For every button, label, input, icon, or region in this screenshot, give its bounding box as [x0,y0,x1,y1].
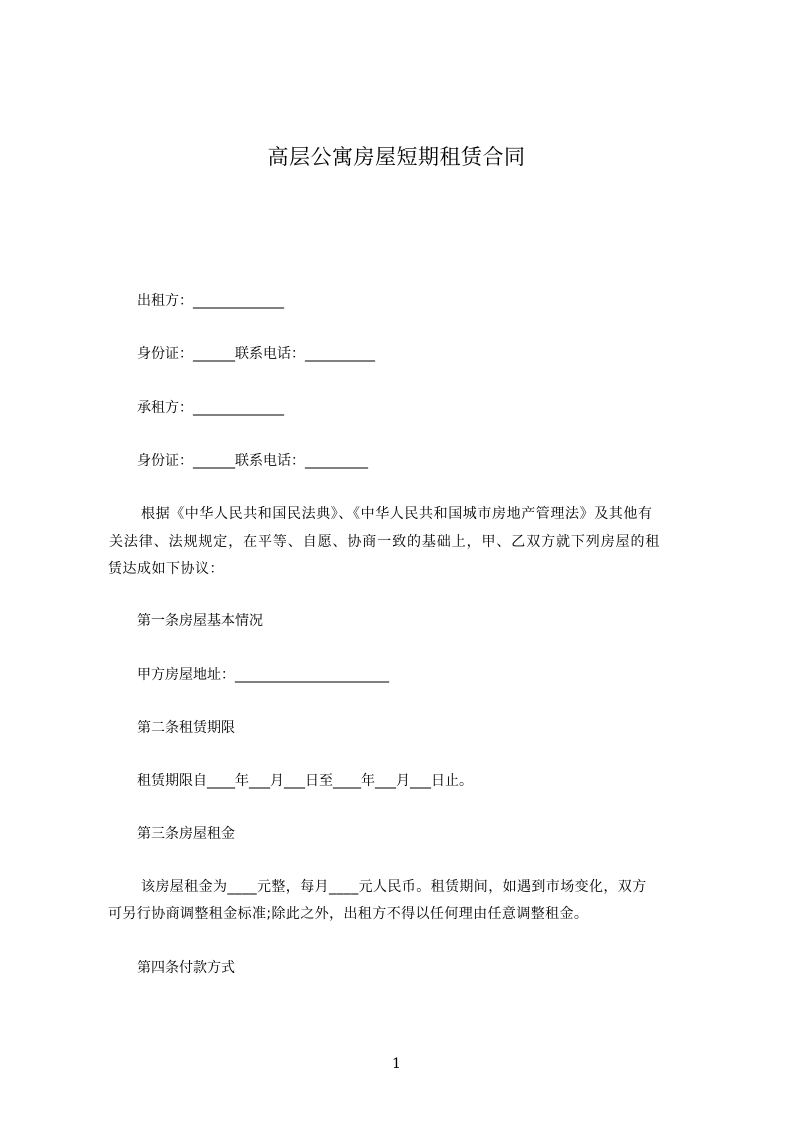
article-4-heading: 第四条付款方式 [137,960,235,976]
page-number: 1 [392,1056,401,1072]
intro-paragraph-line-1: 根据《中华人民共和国民法典》、《中华人民共和国城市房地产管理法》及其他有 [141,506,653,522]
rent-paragraph-line-2: 可另行协商调整租金标准;除此之外，出租方不得以任何理由任意调整租金。 [108,906,589,922]
lessee-id-phone-line: 身份证：______联系电话：_________ [137,453,368,469]
intro-paragraph-line-3: 赁达成如下协议： [108,561,224,577]
lessee-line: 承租方：_____________ [137,400,284,416]
article-3-heading: 第三条房屋租金 [137,826,235,842]
document-title: 高层公寓房屋短期租赁合同 [267,145,526,169]
rent-paragraph-line-1: 该房屋租金为____元整，每月____元人民币。租赁期间，如遇到市场变化，双方 [141,879,647,895]
property-address-line: 甲方房屋地址：______________________ [137,667,389,683]
lessor-line: 出租方：_____________ [137,293,284,309]
article-2-heading: 第二条租赁期限 [137,720,235,736]
intro-paragraph-line-2: 关法律、法规规定，在平等、自愿、协商一致的基础上，甲、乙双方就下列房屋的租 [109,534,661,550]
lessor-id-phone-line: 身份证：______联系电话：__________ [137,346,375,362]
lease-term-line: 租赁期限自____年___月___日至____年___月___日止。 [137,773,473,789]
article-1-heading: 第一条房屋基本情况 [137,613,263,629]
